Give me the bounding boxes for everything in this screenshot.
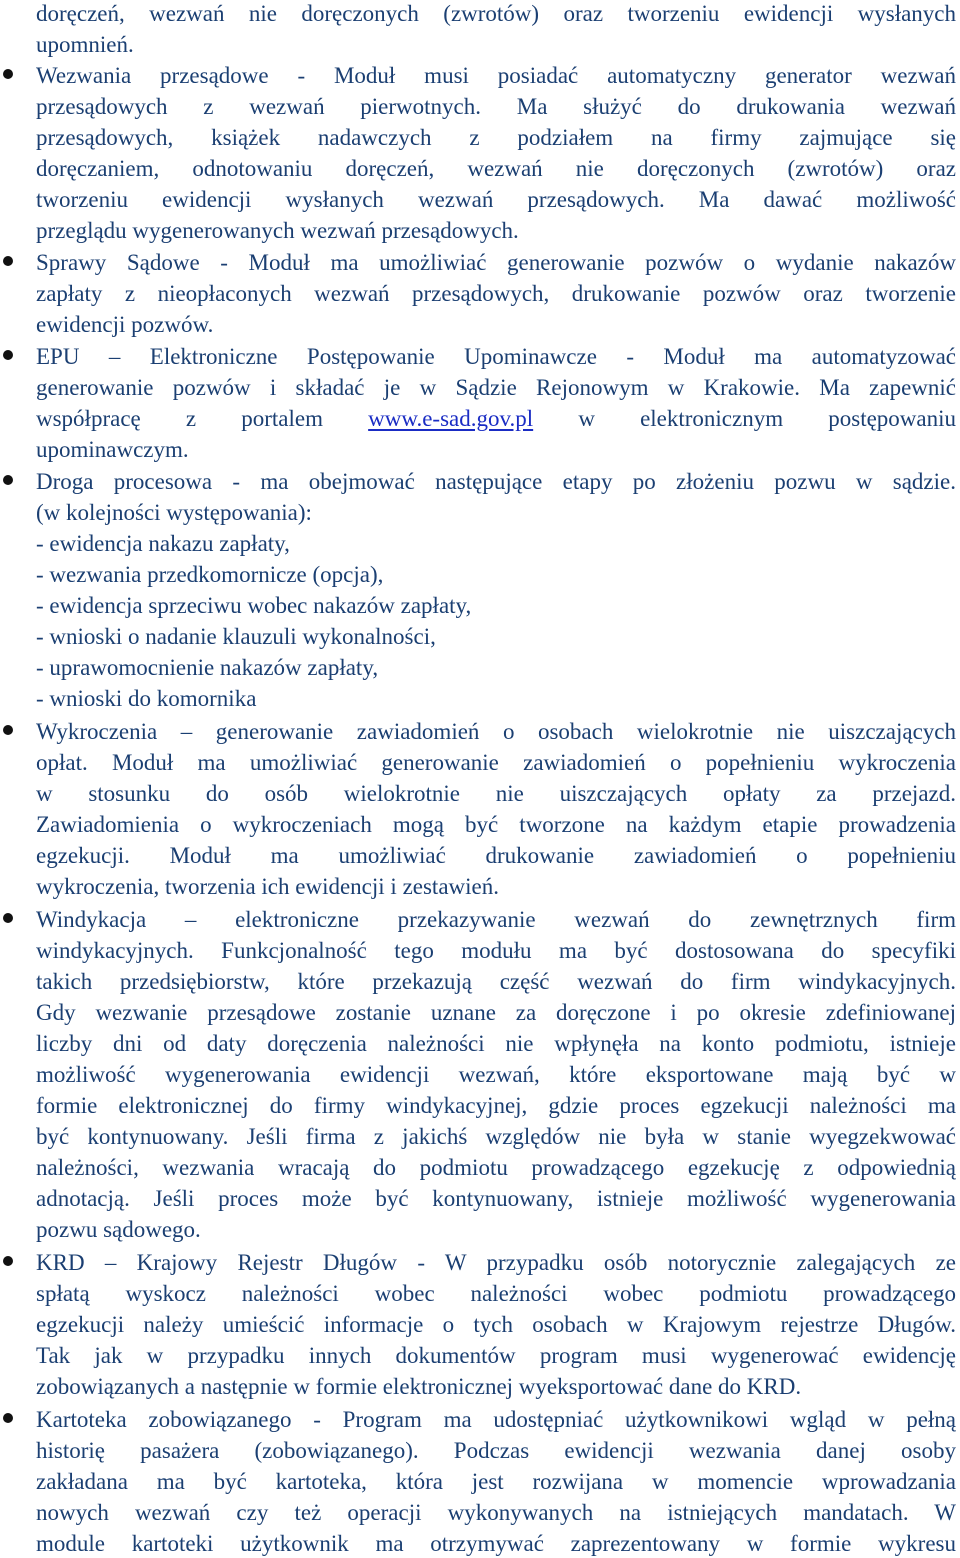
text-line: ewidencji pozwów.: [36, 312, 214, 337]
text-line: Kartoteka zobowiązanego - Program ma udostępniać użytkownikowi wgląd w pełną: [36, 1407, 956, 1432]
text-line: EPU – Elektroniczne Postępowanie Upominawcze - Moduł ma automatyzować: [36, 344, 956, 369]
text-line: egzekucji należy umieścić informacje o tych osobach w Krajowym rejestrze Długów.: [36, 1312, 956, 1337]
text-line: zapłaty z nieopłaconych wezwań przesądowych, drukowanie pozwów oraz tworzenie: [36, 281, 956, 306]
text-line: generowanie pozwów i składać je w Sądzie Rejonowym w Krakowie. Ma zapewnić: [36, 375, 956, 400]
text-segment: w elektronicznym postępowaniu: [578, 406, 956, 431]
text-line: w stosunku do osób wielokrotnie nie uiszczających opłaty za przejazd.: [36, 781, 956, 806]
text-line: Wezwania przesądowe - Moduł musi posiadać automatyczny generator wezwań: [36, 63, 956, 88]
bullet-dot: [3, 1256, 13, 1266]
text-line: (w kolejności występowania):: [36, 500, 312, 525]
text-line: takich przedsiębiorstw, które przekazują część wezwań do firm windykacyjnych.: [36, 969, 956, 994]
text-line: Gdy wezwanie przesądowe zostanie uznane za doręczone i po okresie zdefiniowanej: [36, 1000, 956, 1025]
text-line: pozwu sądowego.: [36, 1217, 201, 1242]
text-line: możliwość wygenerowania ewidencji wezwań, które eksportowane mają być w: [36, 1062, 956, 1087]
text-line: zakładana ma być kartoteka, która jest rozwijana w momencie wprowadzania: [36, 1469, 956, 1494]
text-line: Zawiadomienia o wykroczeniach mogą być tworzone na każdym etapie prowadzenia: [36, 812, 956, 837]
text-line: Sprawy Sądowe - Moduł ma umożliwiać generowanie pozwów o wydanie nakazów: [36, 250, 956, 275]
bullet-dot: [3, 256, 13, 266]
list-item: - ewidencja nakazu zapłaty,: [36, 531, 290, 556]
text-line: Tak jak w przypadku innych dokumentów program musi wygenerować ewidencję: [36, 1343, 956, 1368]
text-line: przesądowych, książek nadawczych z podziałem na firmy zajmujące się: [36, 125, 956, 150]
bullet-dot: [3, 350, 13, 360]
text-line: liczby dni od daty doręczenia należności nie wpłynęła na konto podmiotu, istnieje: [36, 1031, 956, 1056]
list-item: - wnioski o nadanie klauzuli wykonalności,: [36, 624, 436, 649]
text-line: zobowiązanych a następnie w formie elektronicznej wyeksportować dane do KRD.: [36, 1374, 802, 1399]
bullet-dot: [3, 725, 13, 735]
list-item: - wnioski do komornika: [36, 686, 257, 711]
text-line: module kartoteki użytkownik ma otrzymywać zaprezentowany w formie wykresu: [36, 1531, 956, 1556]
text-line: upomnień.: [36, 32, 134, 57]
text-line: Wykroczenia – generowanie zawiadomień o osobach wielokrotnie nie uiszczających: [36, 719, 956, 744]
text-line: wykroczenia, tworzenia ich ewidencji i zestawień.: [36, 874, 499, 899]
text-line: formie elektronicznej do firmy windykacyjnej, gdzie proces egzekucji należności ma: [36, 1093, 956, 1118]
list-item: - ewidencja sprzeciwu wobec nakazów zapłaty,: [36, 593, 472, 618]
text-line: spłatą wyskocz należności wobec należności wobec podmiotu prowadzącego: [36, 1281, 956, 1306]
bullet-dot: [3, 913, 13, 923]
text-line: windykacyjnych. Funkcjonalność tego modułu ma być dostosowana do specyfiki: [36, 938, 956, 963]
list-item: - wezwania przedkomornicze (opcja),: [36, 562, 384, 587]
text-line: Windykacja – elektroniczne przekazywanie wezwań do zewnętrznych firm: [36, 907, 956, 932]
bullet-dot: [3, 475, 13, 485]
text-line: nowych wezwań czy też operacji wykonywanych na istniejących mandatach. W: [36, 1500, 956, 1525]
text-line: należności, wezwania wracają do podmiotu prowadzącego egzekucję z odpowiednią: [36, 1155, 956, 1180]
text-line: przesądowych z wezwań pierwotnych. Ma służyć do drukowania wezwań: [36, 94, 956, 119]
text-line: tworzeniu ewidencji wysłanych wezwań przesądowych. Ma dawać możliwość: [36, 187, 956, 212]
text-line: doręczaniem, odnotowaniu doręczeń, wezwań nie doręczonych (zwrotów) oraz: [36, 156, 956, 181]
text-line: egzekucji. Moduł ma umożliwiać drukowanie zawiadomień o popełnieniu: [36, 843, 956, 868]
text-line-with-link: [36, 403, 956, 434]
text-line: upominawczym.: [36, 437, 189, 462]
text-line: być kontynuowany. Jeśli firma z jakichś względów nie była w stanie wyegzekwować: [36, 1124, 956, 1149]
text-line: doręczeń, wezwań nie doręczonych (zwrotów) oraz tworzeniu ewidencji wysłanych: [36, 1, 956, 26]
text-line: Droga procesowa - ma obejmować następujące etapy po złożeniu pozwu w sądzie.: [36, 469, 956, 494]
text-line: adnotacją. Jeśli proces może być kontynuowany, istnieje możliwość wygenerowania: [36, 1186, 956, 1211]
text-segment: współpracę z portalem: [36, 406, 323, 431]
text-line: KRD – Krajowy Rejestr Długów - W przypadku osób notorycznie zalegających ze: [36, 1250, 956, 1275]
list-item: - uprawomocnienie nakazów zapłaty,: [36, 655, 379, 680]
bullet-dot: [3, 1413, 13, 1423]
text-line: przeglądu wygenerowanych wezwań przesądowych.: [36, 218, 519, 243]
bullet-dot: [3, 69, 13, 79]
text-line: opłat. Moduł ma umożliwiać generowanie zawiadomień o popełnieniu wykroczenia: [36, 750, 956, 775]
text-line: historię pasażera (zobowiązanego). Podczas ewidencji wezwania danej osoby: [36, 1438, 956, 1463]
e-sad-link[interactable]: www.e-sad.gov.pl: [368, 406, 534, 431]
